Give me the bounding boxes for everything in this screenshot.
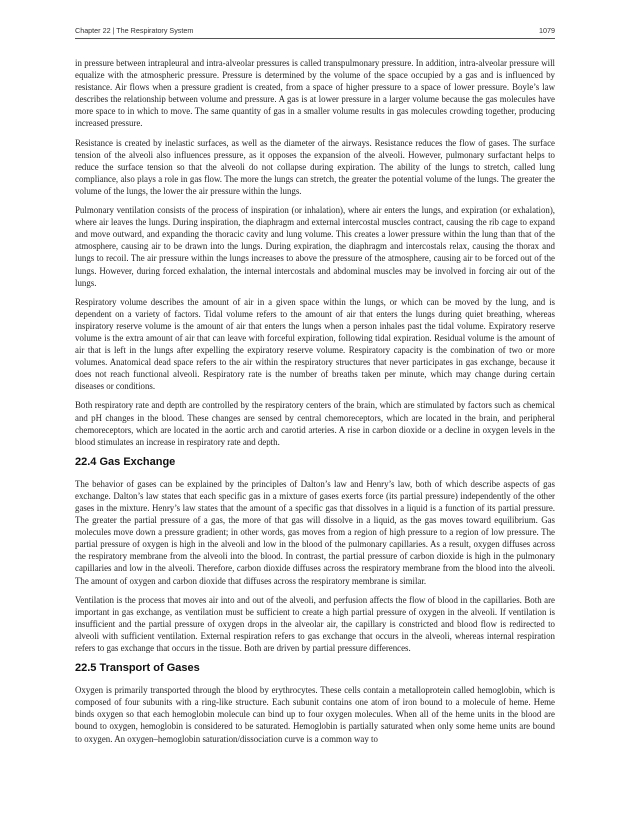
paragraph: Resistance is created by inelastic surfaces, as well as the diameter of the airways. Resistance reduces the flow of gases. The surface tension of the alveoli also influences pressure, as it opposes the expansion of the alveoli. However, pulmonary surfactant helps to reduce the surface tension so that the alveoli do not collapse during expiration. The ability of the lungs to stretch, called lung compliance, also plays a role in gas flow. The more the lungs can stretch, the greater the potential volume of the lungs. The greater the volume of the lungs, the lower the air pressure within the lungs. [75,137,555,196]
page-number: 1079 [539,26,555,35]
paragraph: in pressure between intrapleural and intra-alveolar pressures is called transpulmonary pressure. In addition, intra-alveolar pressure will equalize with the atmospheric pressure. Pressure is determined by the volume of the space occupied by a gas and is influenced by resistance. Air flows when a pressure gradient is created, from a space of higher pressure to a space of lower pressure. Boyle’s law describes the relationship between volume and pressure. A gas is at lower pressure in a larger volume because the gas molecules have more space to in which to move. The same quantity of gas in a smaller volume results in gas molecules crowding together, producing increased pressure. [75,58,555,129]
section-heading-gas-exchange: 22.4 Gas Exchange [75,455,176,468]
paragraph: The behavior of gases can be explained by the principles of Dalton’s law and Henry’s law, both of which describe aspects of gas exchange. Dalton’s law states that each specific gas in a mixture of gases exerts force (its partial pressure) independently of the other gases in the mixture. Henry’s law states that the amount of a specific gas that dissolves in a liquid is a function of its partial pressure. The greater the partial pressure of a gas, the more of that gas will dissolve in a liquid, as the gas moves toward equilibrium. Gas molecules move down a pressure gradient; in other words, gas moves from a region of high pressure to a region of low pressure. The partial pressure of oxygen is high in the alveoli and low in the blood of the pulmonary capillaries. As a result, oxygen diffuses across the respiratory membrane from the alveoli into the blood. In contrast, the partial pressure of carbon dioxide is high in the pulmonary capillaries and low in the alveoli. Therefore, carbon dioxide diffuses across the respiratory membrane from the blood into the alveoli. The amount of oxygen and carbon dioxide that diffuses across the respiratory membrane is similar. [75,478,555,586]
body-text [75,57,555,752]
chapter-title: Chapter 22 | The Respiratory System [75,26,194,35]
paragraph: Oxygen is primarily transported through the blood by erythrocytes. These cells contain a metalloprotein called hemoglobin, which is composed of four subunits with a ring-like structure. Each subunit contains one atom of iron bound to a molecule of heme. Heme binds oxygen so that each hemoglobin molecule can bind up to four oxygen molecules. When all of the heme units in the blood are bound to oxygen, hemoglobin is considered to be saturated. Hemoglobin is partially saturated when only some heme units are bound to oxygen. An oxygen–hemoglobin saturation/dissociation curve is a common way to [75,685,555,744]
paragraph: Ventilation is the process that moves air into and out of the alveoli, and perfusion affects the flow of blood in the capillaries. Both are important in gas exchange, as ventilation must be sufficient to create a high partial pressure of oxygen in the alveoli. If ventilation is insufficient and the partial pressure of oxygen drops in the alveolar air, the capillary is constricted and blood flow is redirected to alveoli with sufficient ventilation. External respiration refers to gas exchange that occurs in the alveoli, whereas internal respiration refers to gas exchange that occurs in the tissue. Both are driven by partial pressure differences. [75,594,555,654]
section-heading-transport-of-gases: 22.5 Transport of Gases [75,662,200,675]
paragraph: Both respiratory rate and depth are controlled by the respiratory centers of the brain, which are stimulated by factors such as chemical and pH changes in the blood. These changes are sensed by central chemoreceptors, which are located in the brain, and peripheral chemoreceptors, which are located in the aortic arch and carotid arteries. A rise in carbon dioxide or a decline in oxygen levels in the blood stimulates an increase in respiratory rate and depth. [75,400,555,447]
header-divider [75,38,555,39]
paragraph: Respiratory volume describes the amount of air in a given space within the lungs, or which can be moved by the lung, and is dependent on a variety of factors. Tidal volume refers to the amount of air that enters the lungs during quiet breathing, whereas inspiratory reserve volume is the amount of air that enters the lungs when a person inhales past the tidal volume. Expiratory reserve volume is the extra amount of air that can leave with forceful expiration, following tidal expiration. Residual volume is the amount of air that is left in the lungs after expelling the expiratory reserve volume. Respiratory capacity is the combination of two or more volumes. Anatomical dead space refers to the air within the respiratory structures that never participates in gas exchange, because it does not reach functional alveoli. Respiratory rate is the number of breaths taken per minute, which may change during certain diseases or conditions. [75,296,555,392]
paragraph: Pulmonary ventilation consists of the process of inspiration (or inhalation), where air enters the lungs, and expiration (or exhalation), where air leaves the lungs. During inspiration, the diaphragm and external intercostal muscles contract, causing the rib cage to expand and move outward, and expanding the thoracic cavity and lung volume. This creates a lower pressure within the lung than that of the atmosphere, causing air to be drawn into the lungs. During expiration, the diaphragm and intercostals relax, causing the thorax and lungs to recoil. The air pressure within the lungs increases to above the pressure of the atmosphere, causing air to be forced out of the lungs. However, during forced exhalation, the internal intercostals and abdominal muscles may be involved in forcing air out of the lungs. [75,205,555,288]
running-header [75,24,555,38]
